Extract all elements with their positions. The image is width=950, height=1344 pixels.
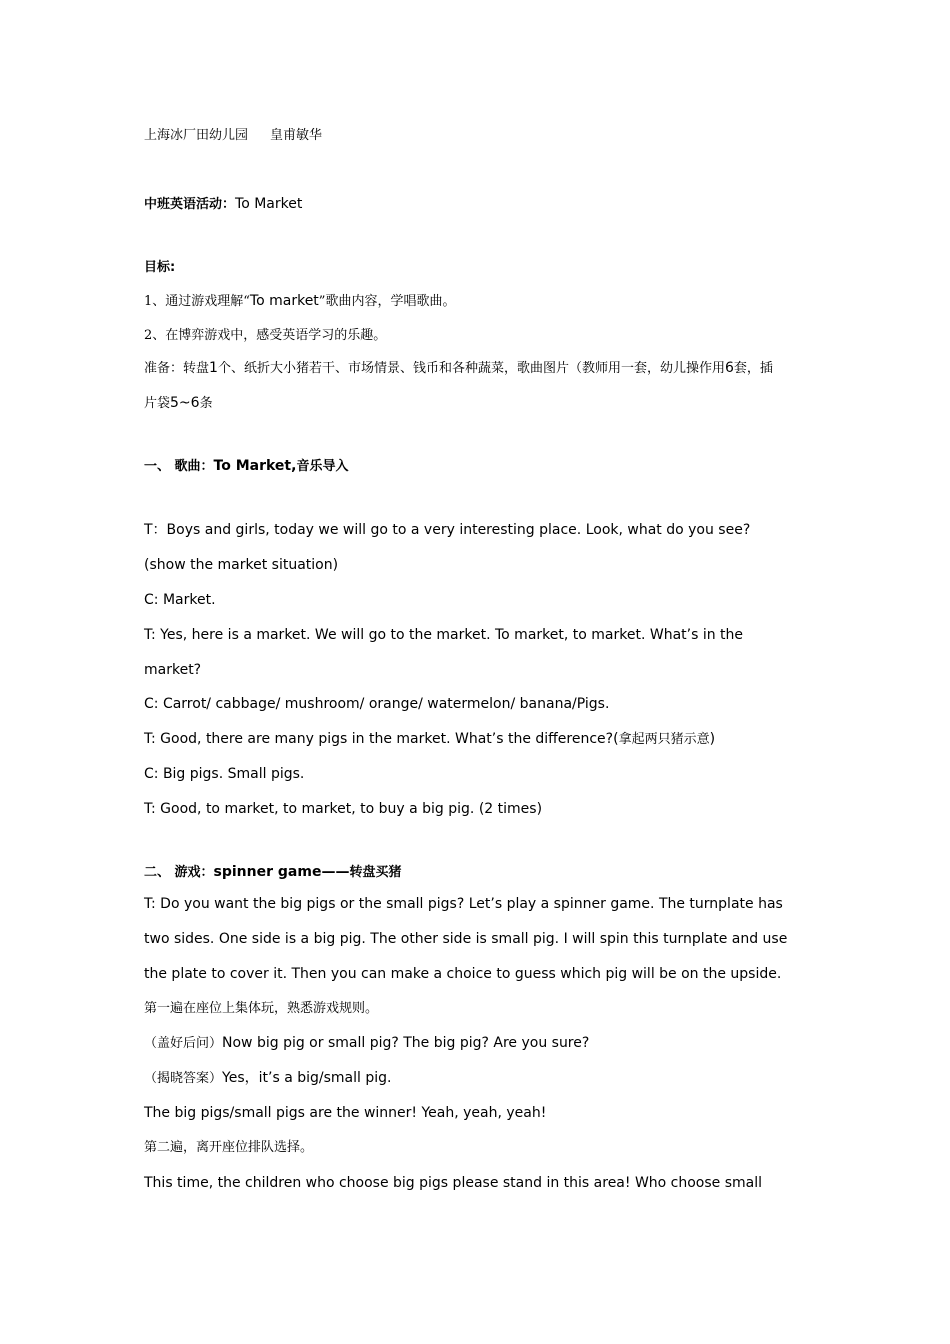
goal-1: 1、通过游戏理解“To market”歌曲内容，学唱歌曲。 [144,293,456,309]
dialogue-line: (show the market situation) [144,557,339,573]
game-line: The big pigs/small pigs are the winner! Yeah, yeah, yeah! [144,1105,547,1121]
dialogue-line: market? [144,662,202,678]
title-label: 中班英语活动： [144,197,236,212]
section-2-heading: 二、 游戏：spinner game——转盘买猪 [144,864,402,880]
title-text: To Market [235,196,303,212]
game-line: 第一遍在座位上集体玩，熟悉游戏规则。 [144,1001,379,1016]
game-line: the plate to cover it. Then you can make a choice to guess which pig will be on the upside. [144,966,782,982]
dialogue-line: C: Carrot/ cabbage/ mushroom/ orange/ watermelon/ banana/Pigs. [144,696,610,712]
document-title [144,195,302,214]
author-school: 上海冰厂田幼儿园 [144,128,249,143]
author-name: 皇甫敏华 [270,128,323,143]
dialogue-line: T: Good, to market, to market, to buy a big pig. (2 times) [144,801,543,817]
game-line: （盖好后问）Now big pig or small pig? The big pig? Are you sure? [144,1035,590,1051]
dialogue-line: T: Yes, here is a market. We will go to the market. To market, to market. What’s in the [144,627,744,643]
game-line: （揭晓答案）Yes，it’s a big/small pig. [144,1070,392,1086]
author-line [144,127,322,145]
dialogue-line: T：Boys and girls, today we will go to a very interesting place. Look, what do you see? [144,522,751,538]
dialogue-line: C: Market. [144,592,216,608]
dialogue-line: C: Big pigs. Small pigs. [144,766,305,782]
game-line: two sides. One side is a big pig. The other side is small pig. I will spin this turnplate and use [144,931,788,947]
game-line: This time, the children who choose big pigs please stand in this area! Who choose small [144,1175,763,1191]
game-line: 第二遍，离开座位排队选择。 [144,1140,314,1155]
preparation-line-1: 准备：转盘1个、纸折大小猪若干、市场情景、钱币和各种蔬菜，歌曲图片（教师用一套，幼儿操作用6套，插 [144,360,773,376]
preparation-line-2: 片袋5~6条 [144,395,213,411]
dialogue-line: T: Good, there are many pigs in the market. What’s the difference?(拿起两只猪示意) [144,731,716,747]
section-1-heading: 一、 歌曲：To Market,音乐导入 [144,458,349,474]
goals-heading: 目标: [144,260,176,275]
game-line: T: Do you want the big pigs or the small pigs? Let’s play a spinner game. The turnplate has [144,896,783,912]
goal-2: 2、在博弈游戏中，感受英语学习的乐趣。 [144,328,387,343]
